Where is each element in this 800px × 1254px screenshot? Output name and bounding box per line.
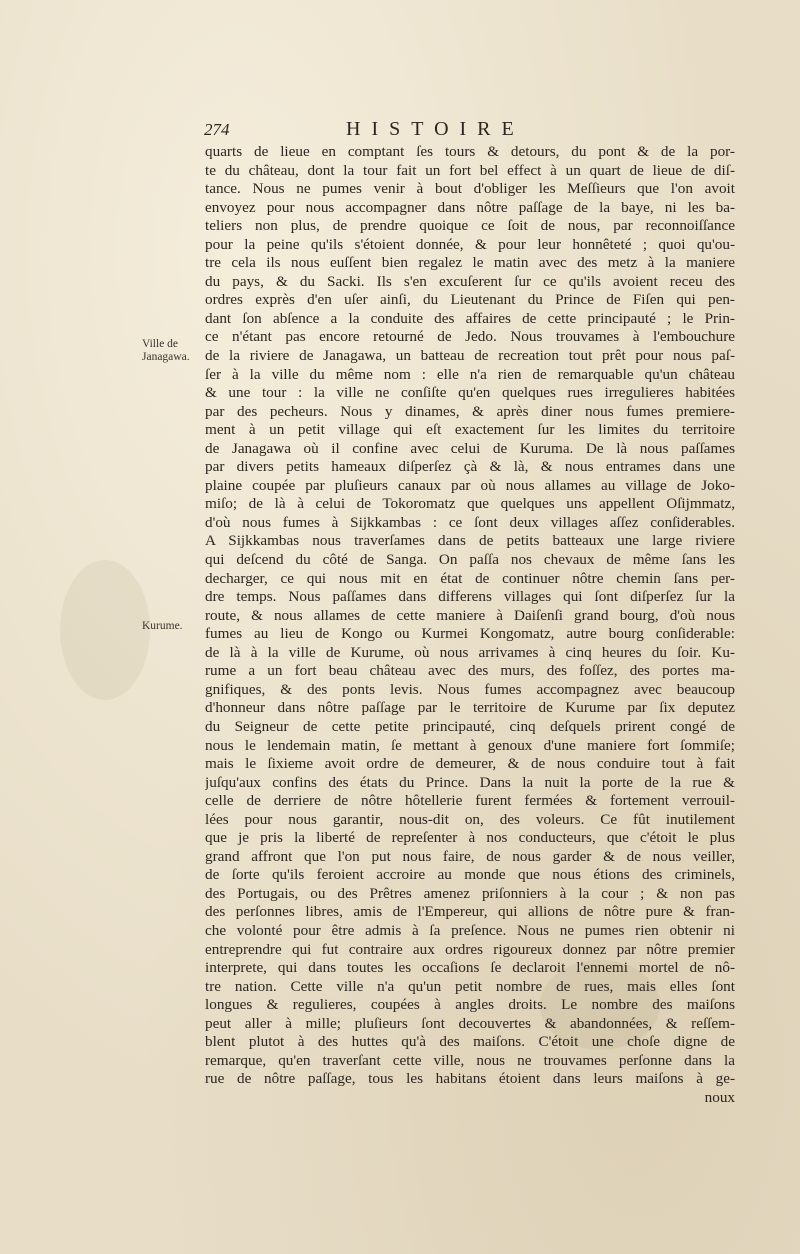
text-line: quarts de lieue en comptant ſes tours & detours, du pont & de la por- bbox=[205, 143, 735, 160]
text-line: juſqu'aux confins des états du Prince. Dans la nuit la porte de la rue & bbox=[205, 773, 735, 791]
text-line: que je pris la liberté de repreſenter à nos conducteurs, que c'étoit le plus bbox=[205, 829, 735, 847]
text-line: & une tour : la ville ne conſiſte qu'en quelques rues irregulieres habitées bbox=[205, 384, 735, 402]
text-line: A Sijkkambas nous traverſames dans de petits batteaux une large riviere bbox=[205, 532, 735, 550]
text-line: ordres exprès d'en uſer ainſi, du Lieutenant du Prince de Fiſen qui pen- bbox=[205, 291, 735, 309]
text-line: mais le ſixieme avoit ordre de demeurer, & de nous conduire tout à fait bbox=[205, 755, 735, 773]
page-header bbox=[198, 118, 734, 144]
page-number: 274 bbox=[204, 120, 230, 139]
text-line: de la riviere de Janagawa, un batteau de recreation tout prêt pour nous paſ- bbox=[205, 347, 735, 365]
text-line: ſer à la ville du même nom : elle n'a rien de remarquable qu'un château bbox=[205, 365, 735, 383]
text-line: rue de nôtre paſſage, tous les habitans étoient dans leurs maiſons à ge- bbox=[205, 1070, 735, 1088]
text-line: remarque, qu'en traverſant cette ville, nous ne trouvames perſonne dans la bbox=[205, 1051, 735, 1069]
text-line: du Seigneur de cette petite principauté, cinq deſquels prirent congé de bbox=[205, 717, 735, 735]
text-line: par divers petits hameaux diſperſez çà & là, & nous entrames dans une bbox=[205, 458, 735, 476]
text-line: ment à un petit village qui eſt exactement ſur les limites du territoire bbox=[205, 421, 735, 439]
margin-note-line: Janagawa. bbox=[142, 351, 190, 363]
text-line: teliers non plus, de prendre quoique ce ſoit de nous, par reconnoiſſance bbox=[205, 217, 735, 235]
text-line: dant ſon abſence a la conduite des affaires de cette principauté ; le Prin- bbox=[205, 309, 735, 327]
paper-stain bbox=[60, 560, 150, 700]
text-line: pour la peine qu'ils s'étoient donnée, & pour leur honnêteté ; quoi qu'ou- bbox=[205, 235, 735, 253]
text-line: route, & nous allames de cette maniere à Daiſenſi grand bourg, d'où nous bbox=[205, 606, 735, 624]
text-line: de là à la ville de Kurume, où nous arrivames à cinq heures du ſoir. Ku- bbox=[205, 643, 735, 661]
text-line: te du château, dont la tour fait un fort bel effect à un quart de lieue de diſ- bbox=[205, 161, 735, 179]
text-line: grand affront que l'on put nous faire, de nous garder & de nous veiller, bbox=[205, 847, 735, 865]
margin-note-kurume: Kurume. bbox=[142, 620, 183, 632]
text-line: tance. Nous ne pumes venir à bout d'obliger les Meſſieurs que l'on avoit bbox=[205, 180, 735, 198]
text-line: d'où nous fumes à Sijkkambas : ce ſont deux villages aſſez conſiderables. bbox=[205, 513, 735, 531]
text-line: blent plutot à des huttes qu'à des maiſons. C'étoit une choſe digne de bbox=[205, 1033, 735, 1051]
text-line: celle de derriere de nôtre hôtellerie furent fermées & fortement verrouil- bbox=[205, 792, 735, 810]
text-line: longues & regulieres, coupées à angles droits. Le nombre des maiſons bbox=[205, 996, 735, 1014]
text-line: par des pecheurs. Nous y dinames, & après diner nous fumes premiere- bbox=[205, 402, 735, 420]
text-line: lées pour nous garantir, nous-dit on, des voleurs. Ce fût inutilement bbox=[205, 810, 735, 828]
text-line: de ſorte qu'ils feroient accroire au monde que nous étions des criminels, bbox=[205, 866, 735, 884]
text-line: nous le lendemain matin, ſe mettant à genoux d'une maniere fort ſommiſe; bbox=[205, 736, 735, 754]
text-line: des Portugais, ou des Prêtres amenez priſonniers à la cour ; & non pas bbox=[205, 884, 735, 902]
text-line: qui deſcend du côté de Sanga. On paſſa nos chevaux de même ſans les bbox=[205, 551, 735, 569]
catchword: noux bbox=[704, 1088, 735, 1106]
text-line: tre nation. Cette ville n'a qu'un petit nombre de rues, mais elles ſont bbox=[205, 977, 735, 995]
text-line: tre cela ils nous euſſent bien regalez le matin avec des metz à la maniere bbox=[205, 254, 735, 272]
body-text bbox=[205, 143, 735, 1107]
running-title: HISTOIRE bbox=[346, 118, 525, 140]
text-line: gnifiques, & des ponts levis. Nous fumes accompagnez avec beaucoup bbox=[205, 680, 735, 698]
text-line: d'honneur dans nôtre paſſage par le territoire de Kurume par ſix deputez bbox=[205, 699, 735, 717]
text-line: fumes au lieu de Kongo ou Kurmei Kongomatz, autre bourg conſiderable: bbox=[205, 625, 735, 643]
text-line: des perſonnes libres, amis de l'Empereur, qui allions de nôtre pure & fran- bbox=[205, 903, 735, 921]
margin-note-line: Ville de bbox=[142, 338, 179, 350]
text-line: interprete, qui dans toutes les occaſions ſe declaroit l'ennemi mortel de nô- bbox=[205, 959, 735, 977]
text-line: du pays, & du Sacki. Ils s'en excuſerent ſur ce qu'ils avoient receu des bbox=[205, 272, 735, 290]
text-line: de Janagawa où il confine avec celui de Kuruma. De là nous paſſames bbox=[205, 439, 735, 457]
text-line: peut aller à mille; pluſieurs ſont decouvertes & abandonnées, & reſſem- bbox=[205, 1014, 735, 1032]
text-line: che volonté pour être admis à ſa preſence. Nous ne pumes rien obtenir ni bbox=[205, 921, 735, 939]
text-line: rume a un fort beau château avec des murs, des foſſez, des portes ma- bbox=[205, 662, 735, 680]
text-line: decharger, ce qui nous mit en état de continuer nôtre chemin ſans per- bbox=[205, 569, 735, 587]
text-line: entreprendre qui fut contraire aux ordres rigoureux donnez par nôtre premier bbox=[205, 940, 735, 958]
margin-note-ville bbox=[142, 338, 204, 364]
text-line: miſo; de là à celui de Tokoromatz que quelques uns appellent Oſijmmatz, bbox=[205, 495, 735, 513]
text-line: ce n'étant pas encore retourné de Jedo. Nous trouvames à l'embouchure bbox=[205, 328, 735, 346]
text-line: plaine coupée par pluſieurs canaux par où nous allames au village de Joko- bbox=[205, 476, 735, 494]
text-line: dre temps. Nous paſſames dans differens villages qui ſont diſperſez ſur la bbox=[205, 588, 735, 606]
text-line: envoyez pour nous accompagner dans nôtre paſſage de la baye, ni les ba- bbox=[205, 198, 735, 216]
